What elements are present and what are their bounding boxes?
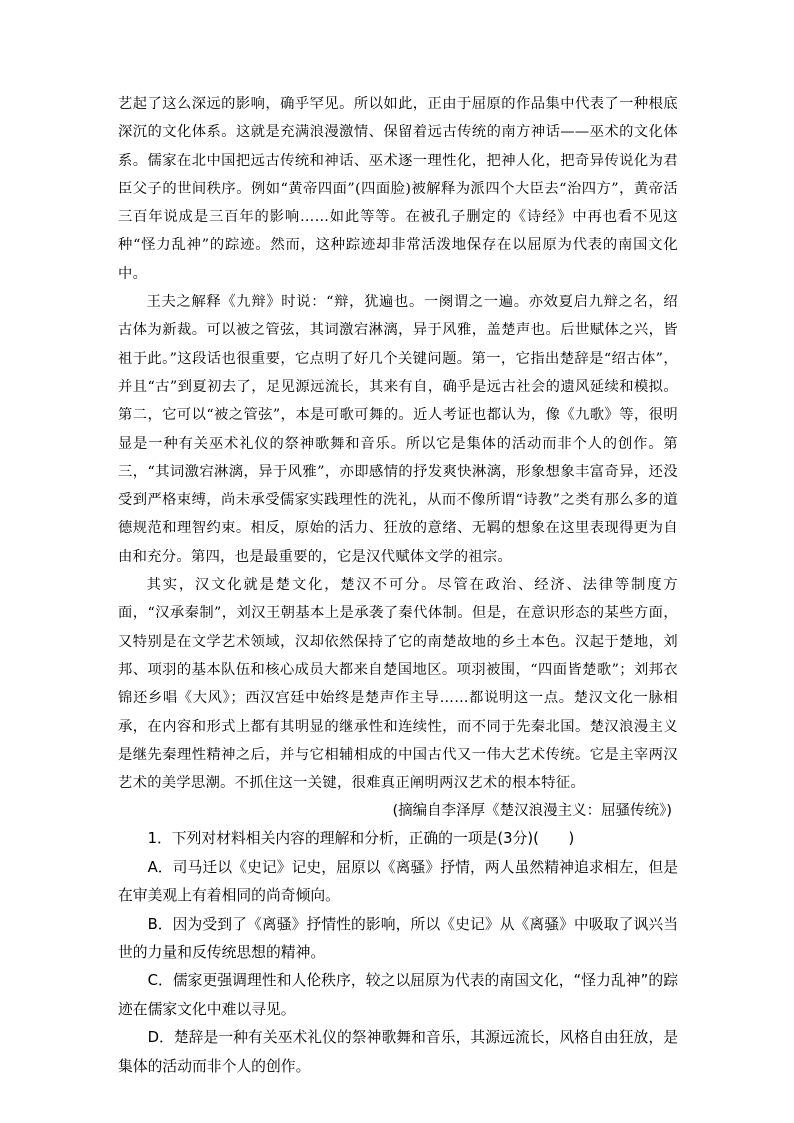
reading-passage [118, 90, 678, 797]
passage-paragraph-1: 艺起了这么深远的影响，确乎罕见。所以如此，正由于屈原的作品集中代表了一种根底深沉的文化体系。这就是充满浪漫激情、保留着远古传统的南方神话——巫术的文化体系。儒家在北中国把远古传统和神话、巫术逐一理性化，把神人化，把奇异传说化为君臣父子的世间秩序。例如“黄帝四面”(四面脸)被解释为派四个大臣去“治四方”，黄帝活三百年说成是三百年的影响……如此等等。在被孔子删定的《诗经》中再也看不见这种“怪力乱神”的踪迹。然而，这种踪迹却非常活泼地保存在以屈原为代表的南国文化中。 [118, 96, 678, 282]
document-page [118, 90, 678, 1081]
option-b: B．因为受到了《离骚》抒情性的影响，所以《史记》从《离骚》中吸取了讽兴当世的力量和反传统思想的精神。 [118, 915, 678, 962]
option-d: D．楚辞是一种有关巫术礼仪的祭神歌舞和音乐，其源远流长，风格自由狂放，是集体的活动而非个人的创作。 [118, 1029, 678, 1075]
option-c: C．儒家更强调理性和人伦秩序，较之以屈原为代表的南国文化，“怪力乱神”的踪迹在儒家文化中难以寻见。 [118, 972, 678, 1018]
question-1 [118, 825, 678, 1081]
passage-paragraph-2: 王夫之解释《九辩》时说：“辩，犹遍也。一阕谓之一遍。亦效夏启九辩之名，绍古体为新裁。可以被之管弦，其词激宕淋漓，异于风雅，盖楚声也。后世赋体之兴，皆祖于此。”这段话也很重要，它点明了好几个关键问题。第一，它指出楚辞是“绍古体”，并且“古”到夏初去了，足见源远流长，其来有自，确乎是远古社会的遗风延续和模拟。第二，它可以“被之管弦”，本是可歌可舞的。近人考证也都认为，像《九歌》等，很明显是一种有关巫术礼仪的祭神歌舞和音乐。所以它是集体的活动而非个人的创作。第三，“其词激宕淋漓，异于风雅”，亦即感情的抒发爽快淋漓，形象想象丰富奇异，还没受到严格束缚，尚未承受儒家实践理性的洗礼，从而不像所谓“诗教”之类有那么多的道德规范和理智约束。相反，原始的活力、狂放的意绪、无羁的想象在这里表现得更为自由和充分。第四，也是最重要的，它是汉代赋体文学的祖宗。 [118, 294, 678, 565]
option-a: A．司马迁以《史记》记史，屈原以《离骚》抒情，两人虽然精神追求相左，但是在审美观上有着相同的尚奇倾向。 [118, 858, 678, 905]
question-stem: 1．下列对材料相关内容的理解和分析，正确的一项是(3分)( ) [147, 830, 575, 848]
passage-source-citation: (摘编自李泽厚《楚汉浪漫主义：屈骚传统》) [392, 803, 672, 820]
passage-paragraph-3: 其实，汉文化就是楚文化，楚汉不可分。尽管在政治、经济、法律等制度方面，“汉承秦制”，刘汉王朝基本上是承袭了秦代体制。但是，在意识形态的某些方面，又特别是在文学艺术领域，汉却依然保持了它的南楚故地的乡土本色。汉起于楚地，刘邦、项羽的基本队伍和核心成员大都来自楚国地区。项羽被围，“四面皆楚歌”；刘邦衣锦还乡唱《大风》；西汉宫廷中始终是楚声作主导……都说明这一点。楚汉文化一脉相承，在内容和形式上都有其明显的继承性和连续性，而不同于先秦北国。楚汉浪漫主义是继先秦理性精神之后，并与它相辅相成的中国古代又一伟大艺术传统。它是主宰两汉艺术的美学思潮。不抓住这一关键，很难真正阐明两汉艺术的根本特征。 [118, 577, 678, 792]
